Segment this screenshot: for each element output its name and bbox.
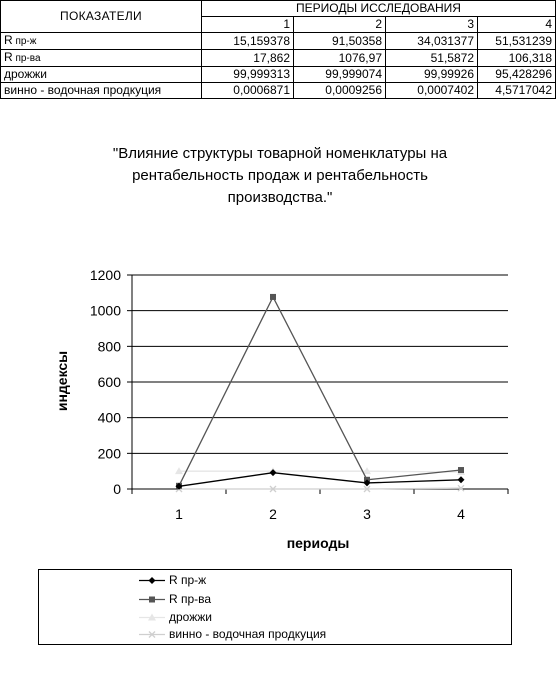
table-cell: 106,318 <box>478 50 556 67</box>
y-tick-label: 600 <box>97 374 121 390</box>
table-cell: 15,159378 <box>202 33 294 50</box>
row-label: винно - водочная продкуция <box>1 83 202 99</box>
legend-swatch <box>139 590 165 609</box>
x-tick-label: 2 <box>269 506 277 522</box>
table-cell: 99,999313 <box>202 67 294 83</box>
series-line <box>179 297 461 486</box>
legend-swatch <box>139 625 165 644</box>
data-point <box>458 467 464 473</box>
data-point <box>270 294 276 300</box>
table-header-periods: ПЕРИОДЫ ИССЛЕДОВАНИЯ <box>202 1 556 17</box>
series-line <box>179 471 461 472</box>
chart-title-line: "Влияние структуры товарной номенклатуры на <box>112 145 448 162</box>
period-number-4: 4 <box>478 17 556 33</box>
chart-series <box>175 294 465 492</box>
table-cell: 0,0009256 <box>294 83 386 99</box>
legend-label: R пр-ва <box>169 592 212 606</box>
row-label-main: R <box>4 33 13 47</box>
legend-label: винно - водочная продкуция <box>169 627 327 641</box>
series-2 <box>176 294 464 489</box>
chart-legend <box>38 569 512 645</box>
y-tick-label: 200 <box>97 445 121 462</box>
table-cell: 91,50358 <box>294 33 386 50</box>
chart-title-line: рентабельность продаж и рентабельность <box>132 167 428 184</box>
table-cell: 17,862 <box>202 50 294 67</box>
legend-item <box>139 590 499 609</box>
y-tick-label: 0 <box>113 481 121 497</box>
table-cell: 34,031377 <box>386 33 478 50</box>
table-cell: 99,999074 <box>294 67 386 83</box>
table-cell: 51,5872 <box>386 50 478 67</box>
x-tick-label: 1 <box>175 506 183 522</box>
legend-label: дрожжи <box>169 610 212 624</box>
table-cell: 95,428296 <box>478 67 556 83</box>
chart-gridlines <box>132 275 508 453</box>
x-tick-labels <box>175 506 465 522</box>
chart-title-line: производства." <box>227 189 333 206</box>
y-tick-label: 800 <box>97 338 121 355</box>
y-tick-label: 1200 <box>89 267 121 283</box>
period-number-3: 3 <box>386 17 478 33</box>
y-tick-label: 400 <box>97 409 121 426</box>
data-point <box>149 597 155 603</box>
legend-swatch <box>139 571 165 590</box>
row-label-main: R <box>4 50 13 64</box>
table-cell: 1076,97 <box>294 50 386 67</box>
data-point <box>458 476 465 483</box>
data-point <box>149 577 156 584</box>
series-line <box>179 488 461 489</box>
row-label: дрожжи <box>1 67 202 83</box>
legend-label: R пр-ж <box>169 573 207 587</box>
row-label-sub: пр-ва <box>12 53 41 64</box>
table-cell: 99,99926 <box>386 67 478 83</box>
data-point <box>270 469 277 476</box>
table-cell: 0,0007402 <box>386 83 478 99</box>
y-tick-labels <box>90 267 121 497</box>
period-number-1: 1 <box>202 17 294 33</box>
y-axis-label: индексы <box>54 350 70 412</box>
legend-item <box>139 625 499 644</box>
y-tick-label: 1000 <box>89 302 121 319</box>
x-axis-label: периоды <box>286 535 350 551</box>
legend-item <box>139 571 499 590</box>
table-cell: 51,531239 <box>478 33 556 50</box>
table-cell: 0,0006871 <box>202 83 294 99</box>
x-tick-label: 4 <box>457 506 465 522</box>
x-tick-label: 3 <box>363 506 371 522</box>
period-number-2: 2 <box>294 17 386 33</box>
row-label-sub: пр-ж <box>12 36 37 47</box>
table-header-indicators: ПОКАЗАТЕЛИ <box>1 1 202 33</box>
table-cell: 4,5717042 <box>478 83 556 99</box>
